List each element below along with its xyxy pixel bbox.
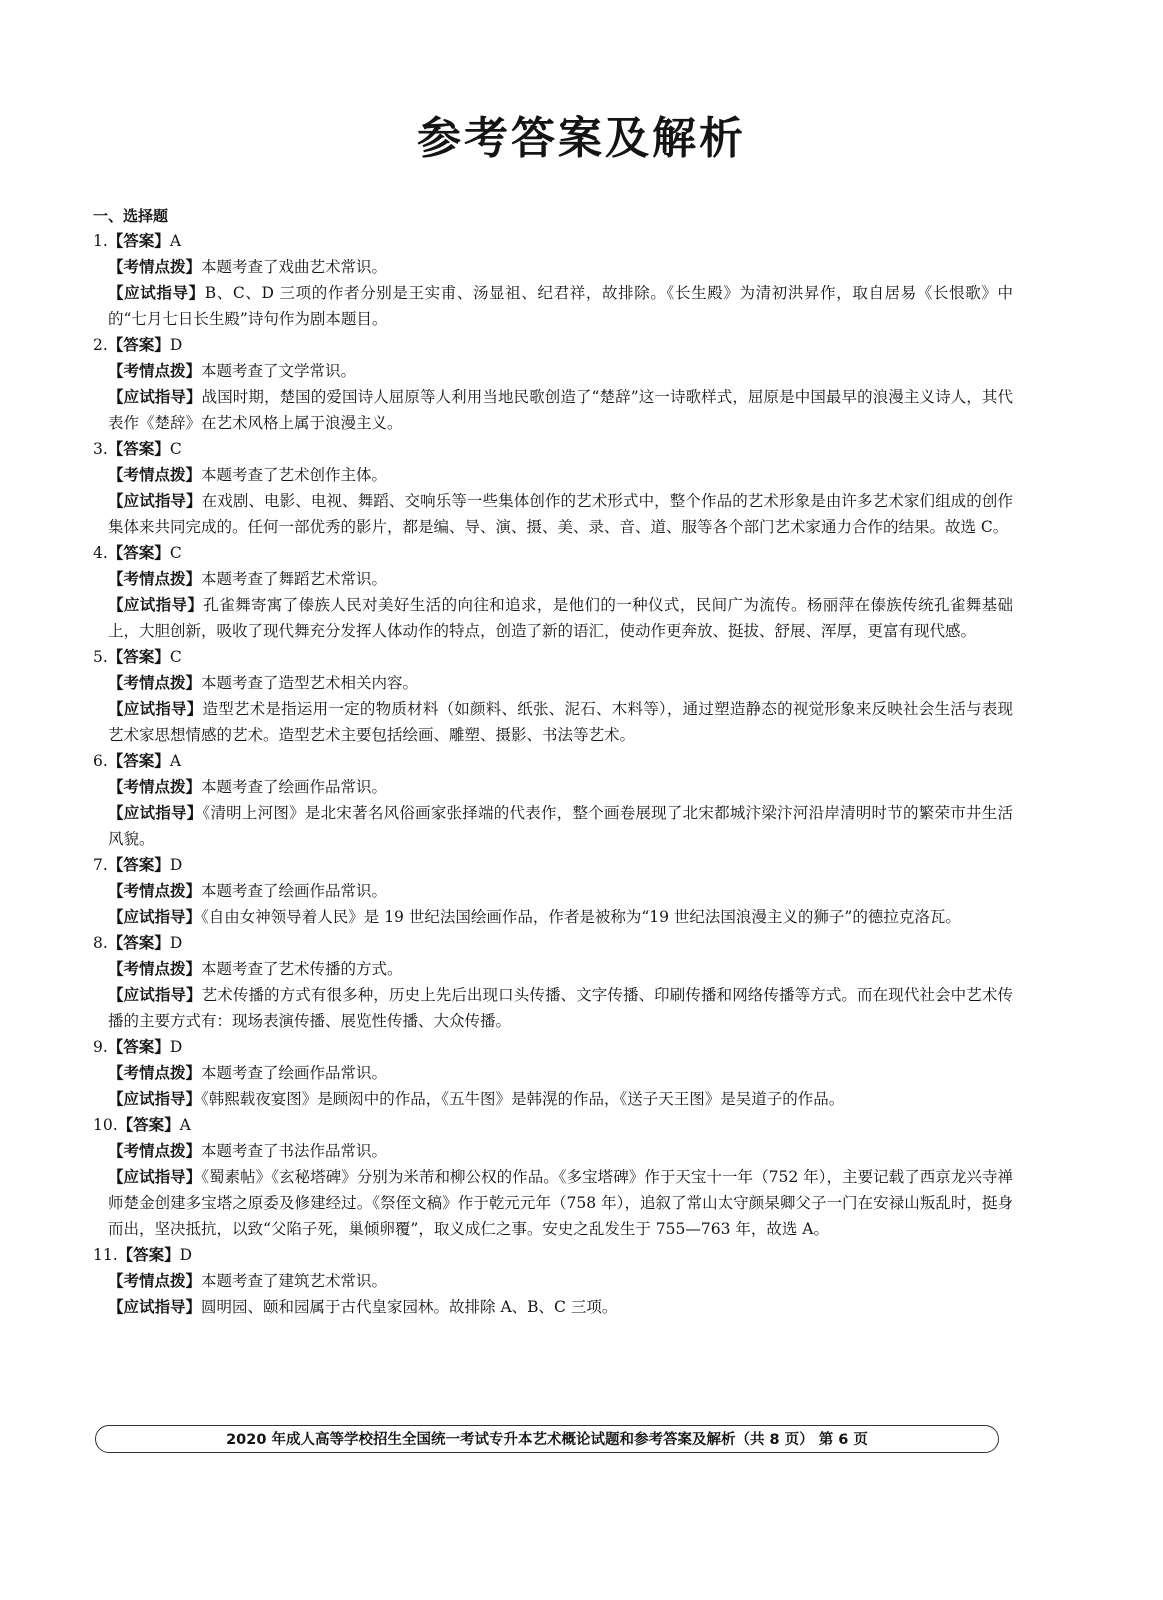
guide-label: 【应试指导】 bbox=[108, 387, 202, 406]
guide-label: 【应试指导】 bbox=[108, 1297, 202, 1316]
guide-row bbox=[93, 982, 1013, 1034]
point-label: 【考情点拨】 bbox=[108, 569, 202, 588]
question-number: 6. bbox=[93, 752, 108, 770]
point-text: 本题考查了绘画作品常识。 bbox=[201, 1064, 388, 1082]
answer-label: 【答案】 bbox=[117, 1115, 180, 1134]
guide-text: 《韩熙载夜宴图》是顾闳中的作品，《五牛图》是韩滉的作品，《送子天王图》是吴道子的作品。 bbox=[201, 1090, 845, 1108]
question-number: 10. bbox=[93, 1116, 118, 1134]
answer-label: 【答案】 bbox=[107, 1037, 170, 1056]
question-number: 3. bbox=[93, 440, 108, 458]
answer-line bbox=[93, 852, 1013, 878]
point-label: 【考情点拨】 bbox=[108, 1141, 202, 1160]
section-heading: 一、选择题 bbox=[93, 207, 169, 225]
answer-label: 【答案】 bbox=[107, 751, 170, 770]
point-row bbox=[93, 358, 1013, 384]
question-item bbox=[93, 930, 1013, 1034]
point-label: 【考情点拨】 bbox=[108, 465, 202, 484]
question-item bbox=[93, 228, 1013, 332]
point-label: 【考情点拨】 bbox=[108, 673, 202, 692]
question-number: 8. bbox=[93, 934, 108, 952]
answer-line bbox=[93, 228, 1013, 254]
point-label: 【考情点拨】 bbox=[108, 1063, 202, 1082]
question-item bbox=[93, 852, 1013, 930]
guide-label: 【应试指导】 bbox=[108, 595, 204, 614]
guide-label: 【应试指导】 bbox=[108, 699, 203, 718]
answer-label: 【答案】 bbox=[107, 543, 170, 562]
point-text: 本题考查了舞蹈艺术常识。 bbox=[201, 570, 388, 588]
point-row bbox=[93, 1138, 1013, 1164]
guide-row bbox=[93, 696, 1013, 748]
guide-row bbox=[93, 904, 1013, 930]
guide-row bbox=[93, 384, 1013, 436]
question-item bbox=[93, 1112, 1013, 1242]
point-text: 本题考查了绘画作品常识。 bbox=[201, 778, 388, 796]
point-text: 本题考查了戏曲艺术常识。 bbox=[201, 258, 388, 276]
point-row bbox=[93, 670, 1013, 696]
guide-text: 《蜀素帖》《玄秘塔碑》分别为米芾和柳公权的作品。《多宝塔碑》作于天宝十一年（752 年），主要记载了西京龙兴寺禅师楚金创建多宝塔之原委及修建经过。《祭侄文稿》作于乾元元年（758 年），追叙了常山太守颜杲卿父子一门在安禄山叛乱时，挺身而出，坚决抵抗，以致“父陷子死，巢倾卵覆”，取义成仁之事。安史之乱发生于 755—763 年，故选 A。 bbox=[108, 1168, 1013, 1238]
guide-text: 在戏剧、电影、电视、舞蹈、交响乐等一些集体创作的艺术形式中，整个作品的艺术形象是由许多艺术家们组成的创作集体来共同完成的。任何一部优秀的影片，都是编、导、演、摄、美、录、音、道、服等各个部门艺术家通力合作的结果。故选 C。 bbox=[108, 492, 1013, 536]
point-row bbox=[93, 1268, 1013, 1294]
question-number: 7. bbox=[93, 856, 108, 874]
question-item bbox=[93, 748, 1013, 852]
guide-row bbox=[93, 1294, 1013, 1320]
answer-value: C bbox=[169, 440, 182, 458]
guide-row bbox=[93, 800, 1013, 852]
guide-text: 《自由女神领导着人民》是 19 世纪法国绘画作品，作者是被称为“19 世纪法国浪漫主义的狮子”的德拉克洛瓦。 bbox=[201, 908, 961, 926]
answer-label: 【答案】 bbox=[107, 439, 170, 458]
guide-text: 《清明上河图》是北宋著名风俗画家张择端的代表作，整个画卷展现了北宋都城汴梁汴河沿岸清明时节的繁荣市井生活风貌。 bbox=[108, 804, 1013, 848]
point-text: 本题考查了艺术传播的方式。 bbox=[201, 960, 403, 978]
answer-value: A bbox=[169, 232, 182, 250]
answer-label: 【答案】 bbox=[107, 647, 170, 666]
answer-value: C bbox=[169, 544, 182, 562]
guide-text: 圆明园、颐和园属于古代皇家园林。故排除 A、B、C 三项。 bbox=[201, 1298, 618, 1316]
guide-label: 【应试指导】 bbox=[108, 985, 202, 1004]
point-label: 【考情点拨】 bbox=[108, 959, 202, 978]
guide-row bbox=[93, 592, 1013, 644]
point-row bbox=[93, 878, 1013, 904]
guide-text: B、C、D 三项的作者分别是王实甫、汤显祖、纪君祥，故排除。《长生殿》为清初洪昇作，取自居易《长恨歌》中的“七月七日长生殿”诗句作为剧本题目。 bbox=[108, 284, 1013, 328]
guide-label: 【应试指导】 bbox=[108, 491, 202, 510]
point-text: 本题考查了艺术创作主体。 bbox=[201, 466, 388, 484]
point-text: 本题考查了绘画作品常识。 bbox=[201, 882, 388, 900]
question-list bbox=[93, 228, 1013, 1320]
answer-line bbox=[93, 930, 1013, 956]
answer-value: A bbox=[169, 752, 182, 770]
question-item bbox=[93, 436, 1013, 540]
question-item bbox=[93, 332, 1013, 436]
question-number: 2. bbox=[93, 336, 108, 354]
question-item bbox=[93, 540, 1013, 644]
answer-value: A bbox=[179, 1116, 191, 1134]
point-row bbox=[93, 774, 1013, 800]
guide-text: 造型艺术是指运用一定的物质材料（如颜料、纸张、泥石、木料等），通过塑造静态的视觉形象来反映社会生活与表现艺术家思想情感的艺术。造型艺术主要包括绘画、雕塑、摄影、书法等艺术。 bbox=[108, 700, 1013, 744]
answer-value: D bbox=[169, 1038, 183, 1056]
page-title: 参考答案及解析 bbox=[417, 113, 746, 164]
answer-label: 【答案】 bbox=[107, 335, 170, 354]
point-text: 本题考查了文学常识。 bbox=[201, 362, 357, 380]
point-row bbox=[93, 462, 1013, 488]
question-number: 1. bbox=[93, 232, 108, 250]
answer-line bbox=[93, 332, 1013, 358]
point-text: 本题考查了书法作品常识。 bbox=[201, 1142, 388, 1160]
answer-line bbox=[93, 1242, 1013, 1268]
guide-label: 【应试指导】 bbox=[108, 803, 203, 822]
answer-value: D bbox=[169, 934, 183, 952]
answer-label: 【答案】 bbox=[107, 855, 170, 874]
answer-line bbox=[93, 540, 1013, 566]
guide-row bbox=[93, 1164, 1013, 1242]
point-label: 【考情点拨】 bbox=[108, 361, 202, 380]
question-number: 5. bbox=[93, 648, 108, 666]
guide-label: 【应试指导】 bbox=[108, 1167, 202, 1186]
guide-row bbox=[93, 1086, 1013, 1112]
point-label: 【考情点拨】 bbox=[108, 881, 202, 900]
question-item bbox=[93, 1034, 1013, 1112]
point-label: 【考情点拨】 bbox=[108, 777, 202, 796]
answer-value: D bbox=[169, 856, 183, 874]
question-item bbox=[93, 644, 1013, 748]
guide-row bbox=[93, 488, 1013, 540]
point-label: 【考情点拨】 bbox=[108, 1271, 202, 1290]
guide-label: 【应试指导】 bbox=[108, 1089, 202, 1108]
question-item bbox=[93, 1242, 1013, 1320]
question-number: 9. bbox=[93, 1038, 108, 1056]
point-text: 本题考查了造型艺术相关内容。 bbox=[201, 674, 419, 692]
guide-text: 艺术传播的方式有很多种，历史上先后出现口头传播、文字传播、印刷传播和网络传播等方式。而在现代社会中艺术传播的主要方式有：现场表演传播、展览性传播、大众传播。 bbox=[108, 986, 1013, 1030]
answer-value: D bbox=[179, 1246, 193, 1264]
answer-label: 【答案】 bbox=[107, 933, 170, 952]
point-row bbox=[93, 956, 1013, 982]
answer-line bbox=[93, 1034, 1013, 1060]
guide-label: 【应试指导】 bbox=[108, 907, 202, 926]
guide-text: 孔雀舞寄寓了傣族人民对美好生活的向往和追求，是他们的一种仪式，民间广为流传。杨丽萍在傣族传统孔雀舞基础上，大胆创新，吸收了现代舞充分发挥人体动作的特点，创造了新的语汇，使动作更奔放、挺拔、舒展、浑厚，更富有现代感。 bbox=[108, 596, 1013, 640]
answer-line bbox=[93, 748, 1013, 774]
point-row bbox=[93, 566, 1013, 592]
answer-line bbox=[93, 644, 1013, 670]
answer-label: 【答案】 bbox=[117, 1245, 180, 1264]
answer-line bbox=[93, 436, 1013, 462]
answer-line bbox=[93, 1112, 1013, 1138]
page-footer: 2020 年成人高等学校招生全国统一考试专升本艺术概论试题和参考答案及解析（共 8 页） 第 6 页 bbox=[95, 1425, 999, 1453]
point-text: 本题考查了建筑艺术常识。 bbox=[201, 1272, 388, 1290]
answer-content bbox=[93, 204, 1013, 1320]
guide-text: 战国时期，楚国的爱国诗人屈原等人利用当地民歌创造了“楚辞”这一诗歌样式，屈原是中国最早的浪漫主义诗人，其代表作《楚辞》在艺术风格上属于浪漫主义。 bbox=[108, 388, 1013, 432]
answer-label: 【答案】 bbox=[107, 231, 170, 250]
guide-label: 【应试指导】 bbox=[108, 283, 205, 302]
point-row bbox=[93, 254, 1013, 280]
answer-value: C bbox=[169, 648, 182, 666]
point-row bbox=[93, 1060, 1013, 1086]
guide-row bbox=[93, 280, 1013, 332]
answer-value: D bbox=[169, 336, 183, 354]
question-number: 4. bbox=[93, 544, 108, 562]
point-label: 【考情点拨】 bbox=[108, 257, 202, 276]
question-number: 11. bbox=[93, 1246, 118, 1264]
